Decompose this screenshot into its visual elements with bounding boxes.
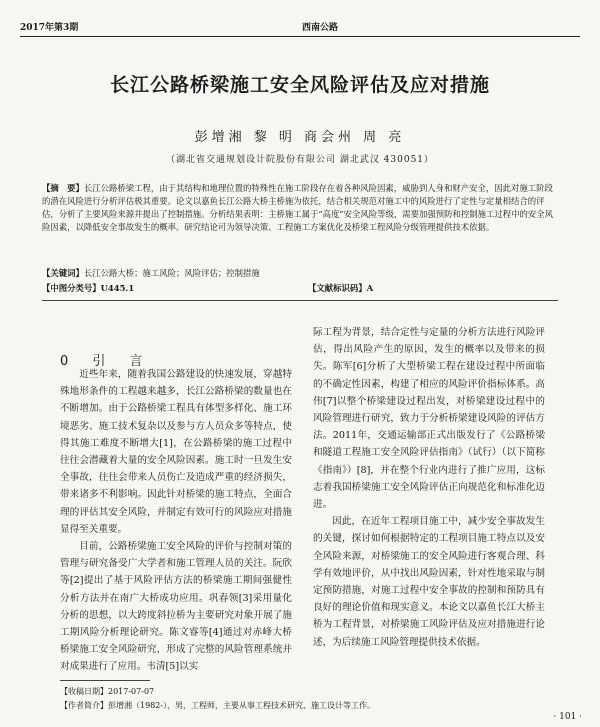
received-date: 【收稿日期】2017-07-07: [60, 687, 155, 696]
document-code: 【文献标识码】A: [308, 283, 374, 293]
right-column: [313, 324, 545, 651]
abstract-rule: [42, 300, 558, 301]
affiliation: （湖北省交通规划设计院股份有限公司 湖北武汉 430051）: [165, 155, 435, 165]
body-paragraph: 目前，公路桥梁施工安全风险的评价与控制对策的管理与研究备受广大学者和施工管理人员的关注。阮欣等[2]提出了基于风险评估方法的桥梁施工期间强健性分析方法并在南广大桥成功应用。巩春领[3]采用量化分析的思想，以大跨度斜拉桥为主要研究对象开展了施工期风险分析理论研究。陈文睿等[4]通过对赤峰大桥桥梁施工安全风险研究，形成了完整的风险管理系统并对成果进行了应用。韦清[5]以实: [60, 541, 292, 673]
keywords-text: 长江公路大桥；施工风险；风险评估；控制措施: [83, 268, 260, 278]
issue-label: 2017年第3期: [20, 23, 79, 33]
author-list: 彭增湘 黎 明 商会州 周 亮: [194, 130, 406, 145]
left-column: [60, 366, 292, 676]
body-paragraph: 际工程为背景，结合定性与定量的分析方法进行风险评估，得出风险产生的原因，发生的概率以及带来的损失。陈军[6]分析了大型桥梁工程在建设过程中所面临的不确定性因素，构建了相应的风险评价指标体系。高伟[7]以整个桥梁建设过程出发，对桥梁建设过程中的风险管理进行研究，致力于分析桥梁建设风险的评估方法。2011年，交通运输部正式出版发行了《公路桥梁和隧道工程施工安全风险评估指南》（试行）（以下简称《指南》）[8]，并在整个行业内进行了推广应用，这标志着我国桥梁施工安全风险评估正向规范化和标准化迈进。: [313, 327, 545, 511]
body-paragraph: 近些年来，随着我国公路建设的快速发展，穿越特殊地形条件的工程越来越多，长江公路桥梁的数量也在不断增加。由于公路桥梁工程具有体型多样化、施工环境恶劣、施工技术复杂以及参与方人员众多等特点，使得其施工难度不断增大[1]，在公路桥梁的施工过程中往往会潜藏着大量的安全风险因素。施工时一旦发生安全事故，往往会带来人员伤亡及造成严重的经济损失，带来诸多不利影响。因此针对桥梁的施工特点，全面合理的评估其安全风险，并制定有效可行的风险应对措施显得至关重要。: [60, 369, 292, 535]
section-heading: 0 引 言: [60, 354, 153, 369]
author-bio: 【作者简介】彭增湘（1982-），男，工程师，主要从事工程技术研究、施工设计等工作。: [60, 701, 376, 710]
paper-title: 长江公路桥梁施工安全风险评估及应对措施: [109, 74, 490, 96]
journal-name: 西南公路: [302, 23, 339, 33]
keywords-label: 【关键词】: [42, 268, 84, 278]
header-rule: [20, 36, 580, 37]
abstract: [42, 182, 558, 234]
footnote-rule: [60, 680, 150, 681]
body-paragraph: 因此，在近年工程项目施工中，减少安全事故发生的关键，探讨如何根据特定的工程项目施工特点以及安全风险来源，对桥梁施工的安全风险进行客观合理、科学有效地评价，从中找出风险因素，针对性地采取与制定预防措施，对施工过程中安全事故的控制和预防具有良好的理论价值和现实意义。本论文以嘉鱼长江大桥主桥为工程背景，对桥梁施工风险评估及应对措施进行论述，为后续施工风险管理提供技术依据。: [313, 516, 545, 648]
abstract-label: 【摘 要】: [42, 183, 84, 193]
abstract-text: 长江公路桥梁工程，由于其结构和地理位置的特殊性在施工阶段存在着各种风险因素，威胁到人身和财产安全，因此对施工阶段的潜在风险进行分析评估极其重要。论文以嘉鱼长江公路大桥主桥施为依托，结合相关规范对施工中的风险进行了定性与定量相结合的评估，分析了主要风险来源并提出了控制措施。分析结果表明：主桥施工属于“高度”安全风险等级，需要加强预防和控制施工过程中的安全风险因素，以降低安全事故发生的概率。研究结论可为领导决策、工程施工方案优化及桥梁工程风险分级管理提供技术依据。: [42, 183, 554, 232]
clc-number: 【中图分类号】U445.1: [42, 283, 135, 293]
running-header: [20, 20, 580, 34]
keywords: [42, 267, 558, 279]
page-number: · 101 ·: [553, 712, 582, 722]
